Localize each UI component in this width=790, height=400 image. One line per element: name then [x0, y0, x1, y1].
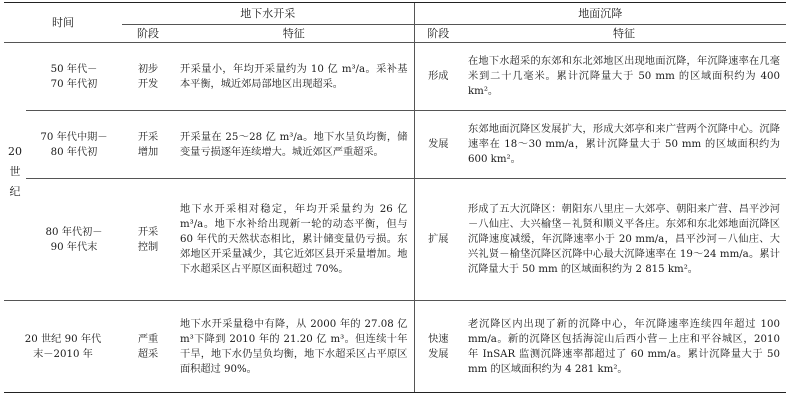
century-label: 20 世 纪	[4, 43, 26, 301]
row-gw-stage: 初步 开发	[122, 43, 174, 111]
row-sub-stage: 快速 发展	[414, 301, 462, 393]
header-time: 时间	[4, 3, 122, 43]
row-sub-stage: 发展	[414, 111, 462, 179]
row-sub-feature: 老沉降区内出现了新的沉降中心，年沉降速率连续四年超过 100 mm/a。新的沉降区包括海淀山后西小营－上庄和平谷城区，2010 年 InSAR 监测沉降速率都超过了 60 mm/a。累计沉降量大于 50 mm 的区域面积约为 4 281 km²。	[462, 301, 786, 393]
row-gw-feature: 地下水开采相对稳定，年均开采量约为 26 亿 m³/a。地下水补给出现新一轮的动态平衡，但与 60 年代的天然状态相比，累计储变量仍亏损。东郊地区开采量减少，其它近郊区县开采量增加。地下水超采区占平原区面积超过 70%。	[174, 179, 414, 301]
row-gw-feature: 开采量小，年均开采量约为 10 亿 m³/a。采补基本平衡，城近郊局部地区出现超采。	[174, 43, 414, 111]
row-gw-stage: 开采 增加	[122, 111, 174, 179]
row-gw-feature: 开采量在 25～28 亿 m³/a。地下水呈负均衡，储变量亏损逐年连续增大。城近郊区严重超采。	[174, 111, 414, 179]
row-time: 50 年代－ 70 年代初	[26, 43, 122, 111]
row-gw-feature: 地下水开采量稳中有降，从 2000 年的 27.08 亿 m³下降到 2010 年的 21.20 亿 m³。但连续十年干旱，地下水仍呈负均衡，地下水超采区占平原区面积超过 90%。	[174, 301, 414, 393]
header-groundwater: 地下水开采	[122, 3, 414, 25]
row-time: 70 年代中期－ 80 年代初	[26, 111, 122, 179]
row-sub-feature: 在地下水超采的东郊和东北郊地区出现地面沉降，年沉降速率在几毫米到二十几毫米。累计沉降量大于 50 mm 的区域面积约为 400 km²。	[462, 43, 786, 111]
row-gw-stage: 严重 超采	[122, 301, 174, 393]
header-sub-feature: 特征	[462, 25, 786, 43]
row-sub-feature: 形成了五大沉降区：朝阳东八里庄－大郊亭、朝阳来广营、昌平沙河－八仙庄、大兴榆垡－礼贤和顺义平各庄。东郊和东北郊地面沉降区沉降速度减缓，年沉降速率小于 20 mm/a，昌平沙河－八仙庄、大兴礼贤－榆垡沉降区沉降中心最大沉降速率在 19～24 mm/a。累计沉降量大于 50 mm 的区域面积约为 2 815 km²。	[462, 179, 786, 301]
groundwater-subsidence-table	[4, 2, 786, 393]
row-sub-stage: 扩展	[414, 179, 462, 301]
header-subsidence: 地面沉降	[414, 3, 786, 25]
row-gw-stage: 开采 控制	[122, 179, 174, 301]
row-sub-feature: 东郊地面沉降区发展扩大，形成大郊亭和来广营两个沉降中心。沉降速率在 18～30 mm/a，累计沉降量大于 50 mm 的区域面积约为 600 km²。	[462, 111, 786, 179]
header-sub-stage: 阶段	[414, 25, 462, 43]
row-time: 20 世纪 90 年代 末－2010 年	[4, 301, 122, 393]
header-gw-feature: 特征	[174, 25, 414, 43]
header-gw-stage: 阶段	[122, 25, 174, 43]
row-time: 80 年代初－ 90 年代末	[26, 179, 122, 301]
row-sub-stage: 形成	[414, 43, 462, 111]
